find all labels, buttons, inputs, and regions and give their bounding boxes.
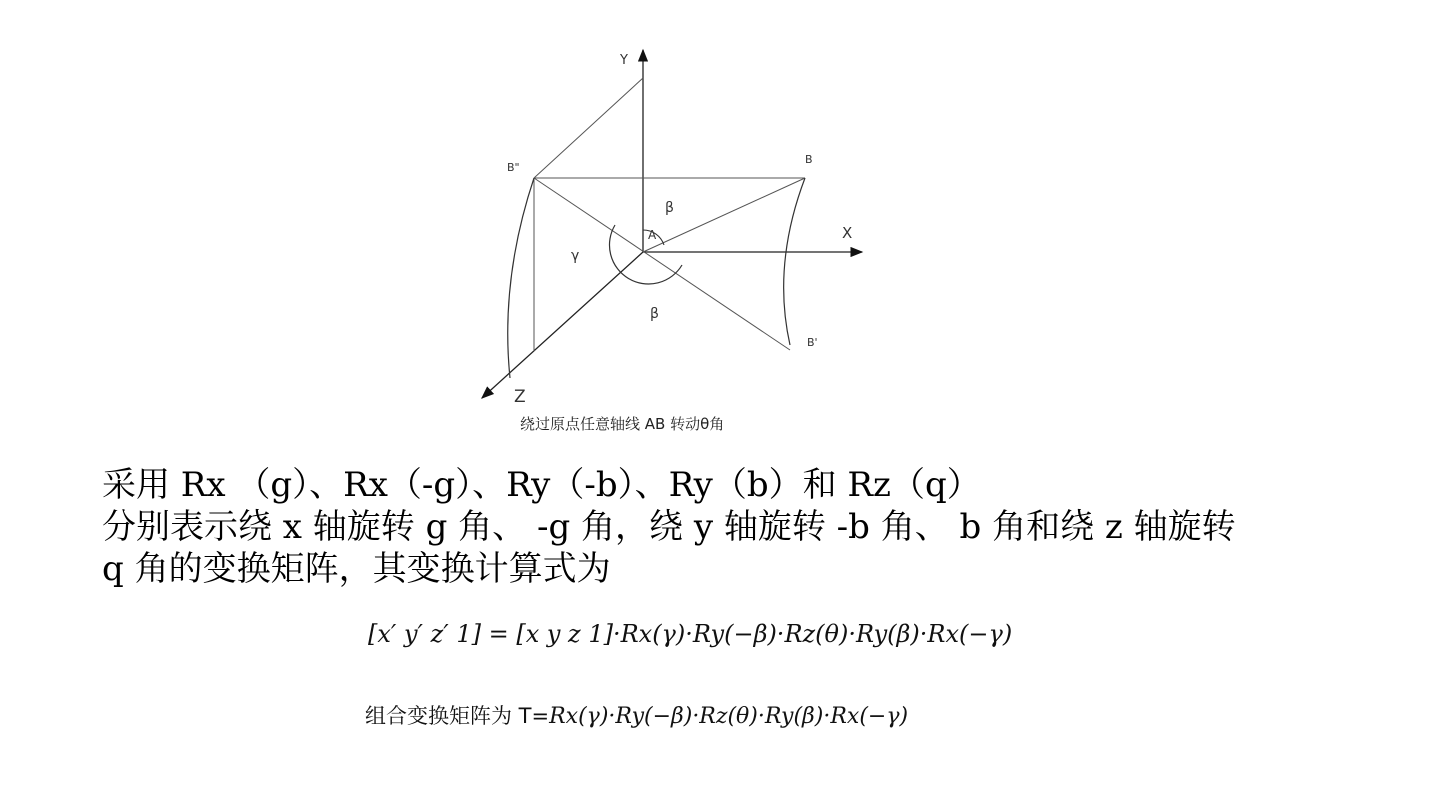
beta-top-label: β	[665, 200, 674, 216]
paragraph-line-1: 采用 Rx （g）、Rx（-g）、Ry（-b）、Ry（b）和 Rz（q）	[102, 465, 981, 505]
b-double-prime-to-b-prime-line	[534, 178, 790, 350]
point-a-label: A	[648, 228, 657, 242]
combined-matrix-label: 组合变换矩阵为 T=	[365, 704, 550, 728]
b-double-prime-to-y-line	[534, 78, 643, 178]
figure-caption: 绕过原点任意轴线 AB 转动θ角	[520, 415, 725, 433]
point-b-double-prime-label: B"	[507, 161, 520, 174]
combined-matrix-expression: Rx(γ)·Ry(−β)·Rz(θ)·Ry(β)·Rx(−γ)	[549, 704, 909, 729]
body-paragraph	[102, 464, 1342, 590]
y-axis-label: Y	[620, 53, 628, 68]
right-arc	[784, 178, 805, 345]
gamma-beta-arc	[609, 225, 682, 284]
point-b-prime-label: B'	[807, 336, 818, 349]
rotation-diagram	[470, 40, 890, 415]
x-axis-label: X	[842, 224, 853, 242]
gamma-label: γ	[571, 248, 580, 264]
z-axis-line	[482, 252, 643, 398]
left-arc	[508, 178, 534, 378]
paragraph-line-3: q 角的变换矩阵，其变换计算式为	[102, 549, 611, 589]
transform-equation: [x′ y′ z′ 1] = [x y z 1]·Rx(γ)·Ry(−β)·Rz(θ)·Ry(β)·Rx(−γ)	[368, 620, 1013, 648]
paragraph-line-2: 分别表示绕 x 轴旋转 g 角、 -g 角，绕 y 轴旋转 -b 角、 b 角和绕 z 轴旋转	[102, 507, 1236, 547]
point-b-label: B	[805, 153, 813, 166]
beta-bottom-label: β	[650, 306, 659, 322]
combined-matrix-equation	[365, 700, 908, 730]
rotation-diagram-svg	[470, 40, 890, 415]
z-axis-label: Z	[514, 387, 526, 407]
